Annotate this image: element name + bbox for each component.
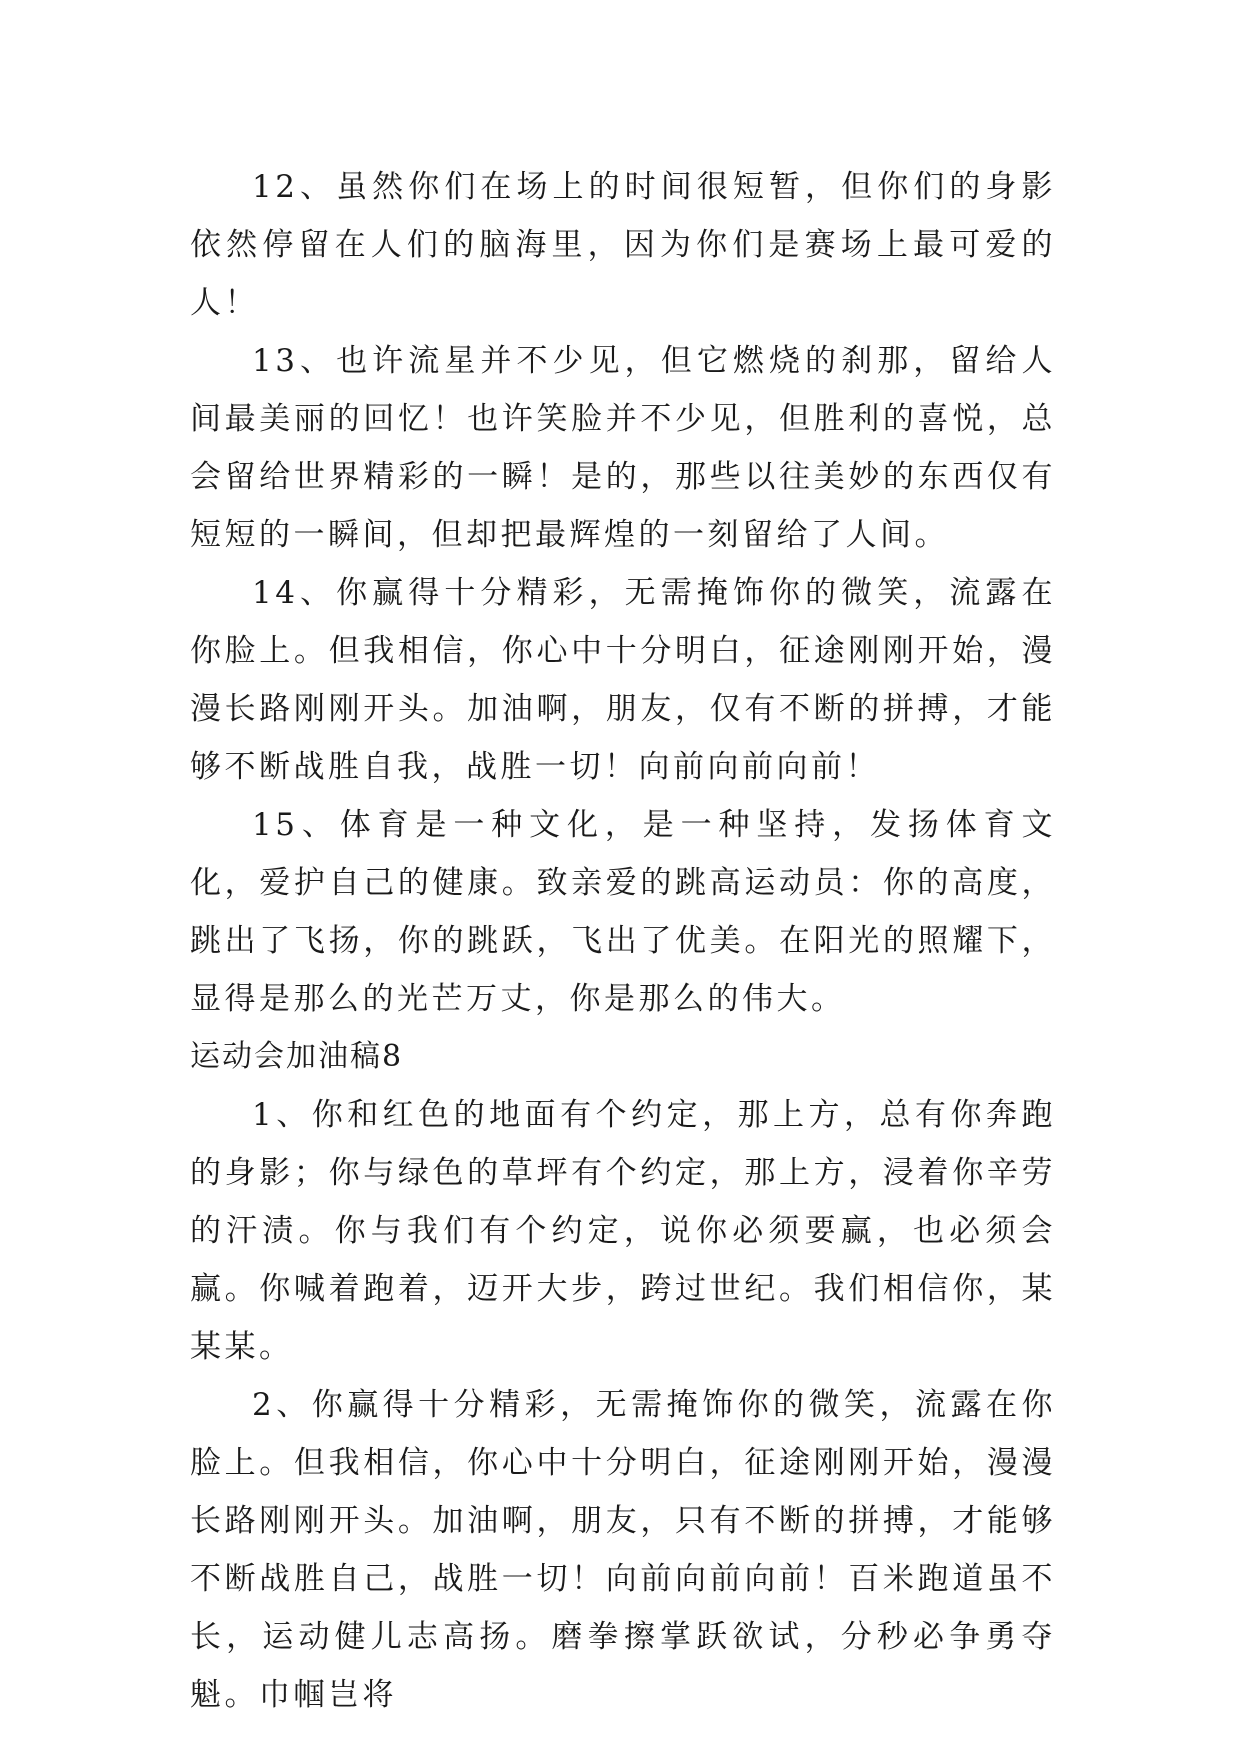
section-title: 运动会加油稿8 <box>190 1039 404 1074</box>
paragraph-12: 12、虽然你们在场上的时间很短暂，但你们的身影依然停留在人们的脑海里，因为你们是赛场上最可爱的人！ <box>190 169 1056 321</box>
paragraph-1: 1、你和红色的地面有个约定，那上方，总有你奔跑的身影；你与绿色的草坪有个约定，那上方，浸着你辛劳的汗渍。你与我们有个约定，说你必须要赢，也必须会赢。你喊着跑着，迈开大步，跨过世纪。我们相信你，某某某。 <box>190 1097 1056 1365</box>
paragraph-2: 2、你赢得十分精彩，无需掩饰你的微笑，流露在你脸上。但我相信，你心中十分明白，征途刚刚开始，漫漫长路刚刚开头。加油啊，朋友，只有不断的拼搏，才能够不断战胜自己，战胜一切！向前向前向前！百米跑道虽不长，运动健儿志高扬。磨拳擦掌跃欲试，分秒必争勇夺魁。巾帼岂将 <box>190 1387 1056 1713</box>
paragraph-13: 13、也许流星并不少见，但它燃烧的刹那，留给人间最美丽的回忆！也许笑脸并不少见，但胜利的喜悦，总会留给世界精彩的一瞬！是的，那些以往美妙的东西仅有短短的一瞬间，但却把最辉煌的一刻留给了人间。 <box>190 343 1056 553</box>
paragraph-15: 15、体育是一种文化，是一种坚持，发扬体育文化，爱护自己的健康。致亲爱的跳高运动员：你的高度，跳出了飞扬，你的跳跃，飞出了优美。在阳光的照耀下，显得是那么的光芒万丈，你是那么的伟大。 <box>190 807 1056 1017</box>
paragraph-14: 14、你赢得十分精彩，无需掩饰你的微笑，流露在你脸上。但我相信，你心中十分明白，征途刚刚开始，漫漫长路刚刚开头。加油啊，朋友，仅有不断的拼搏，才能够不断战胜自我，战胜一切！向前向前向前！ <box>190 575 1056 785</box>
document-page <box>190 158 1056 1724</box>
